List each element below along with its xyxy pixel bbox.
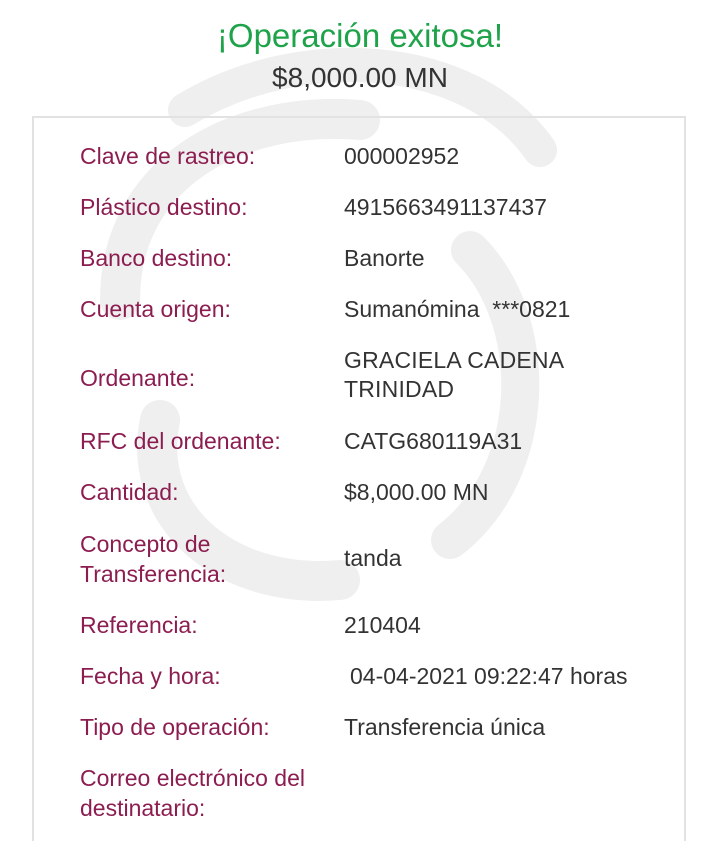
reference-label: Referencia: bbox=[80, 612, 198, 638]
operation-type-value: Transferencia única bbox=[344, 714, 546, 740]
destination-bank-value: Banorte bbox=[344, 245, 425, 271]
sender-rfc-value: CATG680119A31 bbox=[344, 428, 523, 454]
origin-account-value: Sumanómina ***0821 bbox=[344, 296, 571, 322]
sender-label: Ordenante: bbox=[80, 365, 196, 391]
operation-type-label: Tipo de operación: bbox=[80, 714, 270, 740]
recipient-email-label-line1: Correo electrónico del bbox=[80, 765, 306, 791]
tracking-key-label: Clave de rastreo: bbox=[80, 143, 256, 169]
recipient-email-label-line2: destinatario: bbox=[80, 795, 206, 821]
datetime-value: 04-04-2021 09:22:47 horas bbox=[350, 663, 628, 689]
destination-bank-label: Banco destino: bbox=[80, 245, 233, 271]
destination-card-label: Plástico destino: bbox=[80, 194, 248, 220]
concept-label-line2: Transferencia: bbox=[80, 561, 227, 587]
destination-card-value: 4915663491137437 bbox=[344, 194, 547, 220]
concept-label-line1: Concepto de bbox=[80, 531, 211, 557]
success-title: ¡Operación exitosa! bbox=[216, 17, 504, 54]
origin-account-label: Cuenta origen: bbox=[80, 296, 231, 322]
sender-name-line1: GRACIELA CADENA bbox=[344, 347, 565, 373]
sender-name-line2: TRINIDAD bbox=[344, 376, 455, 402]
quantity-value: $8,000.00 MN bbox=[344, 479, 489, 505]
tracking-key-value: 000002952 bbox=[344, 143, 460, 169]
datetime-label: Fecha y hora: bbox=[80, 663, 221, 689]
quantity-label: Cantidad: bbox=[80, 479, 179, 505]
reference-value: 210404 bbox=[344, 612, 421, 638]
sender-rfc-label: RFC del ordenante: bbox=[80, 428, 281, 454]
concept-value: tanda bbox=[344, 545, 402, 571]
transfer-amount: $8,000.00 MN bbox=[272, 62, 448, 93]
